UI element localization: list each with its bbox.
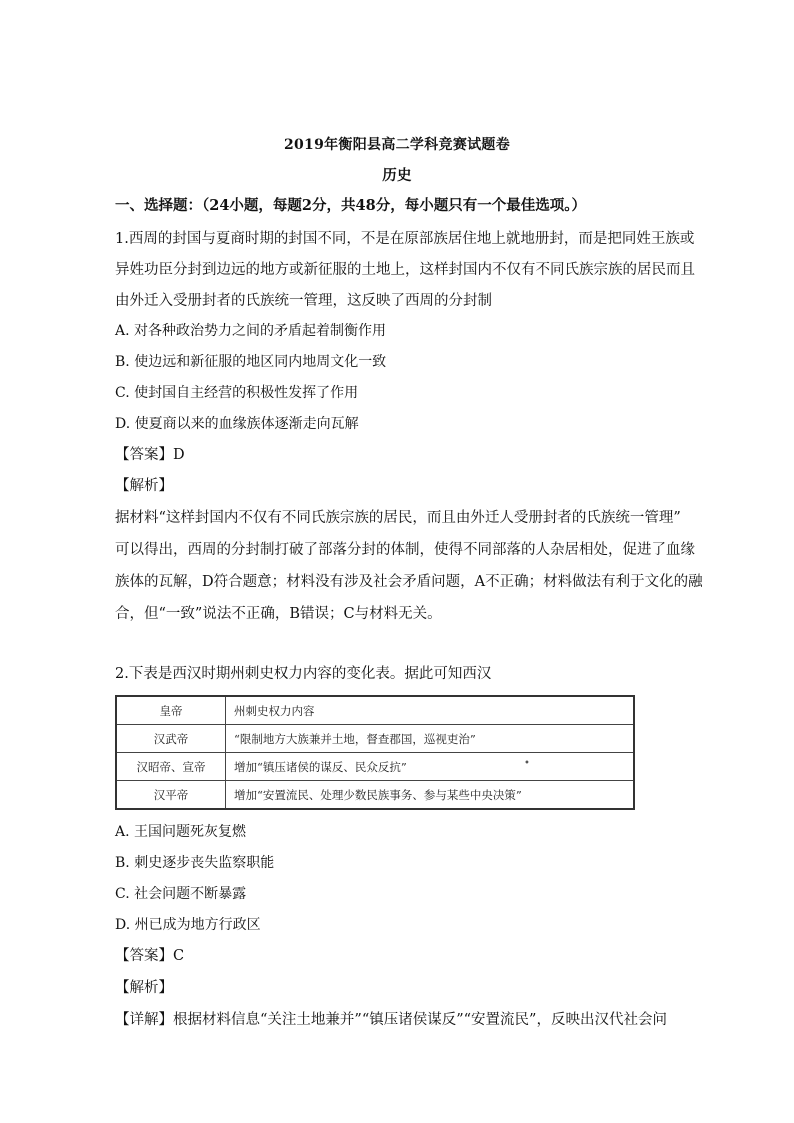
- q2-option-b: B. 刺史逐步丧失监察职能: [115, 855, 275, 871]
- q1-analysis-label: 【解析】: [115, 478, 173, 494]
- power-change-table: [115, 695, 635, 810]
- table-header-row: [116, 696, 634, 725]
- q1-analysis-line: 合，但“一致”说法不正确，B错误；C与材料无关。: [115, 606, 442, 622]
- page-title: 2019年衡阳县高二学科竞赛试题卷: [283, 137, 511, 153]
- q1-stem-line: 异姓功臣分封到边远的地方或新征服的土地上，这样封国内不仅有不同氏族宗族的居民而且: [115, 262, 695, 278]
- table-cell: 汉昭帝、宣帝: [116, 753, 226, 781]
- q1-stem-line: 1.西周的封国与夏商时期的封国不同，不是在原部族居住地上就地册封，而是把同姓王族或: [115, 231, 695, 247]
- q2-stem: 2.下表是西汉时期州刺史权力内容的变化表。据此可知西汉: [115, 666, 492, 682]
- table-cell: 汉平帝: [116, 781, 226, 810]
- q1-analysis-line: 据材料“这样封国内不仅有不同氏族宗族的居民，而且由外迁人受册封者的氏族统一管理”: [115, 510, 681, 526]
- q1-option-c: C. 使封国自主经营的积极性发挥了作用: [115, 385, 359, 401]
- table-cell: 增加“安置流民、处理少数民族事务、参与某些中央决策”: [226, 781, 635, 810]
- q2-option-a: A. 王国问题死灰复燃: [115, 824, 247, 840]
- table-header-cell: 州刺史权力内容: [226, 696, 635, 725]
- table-row: [116, 781, 634, 810]
- q2-option-d: D. 州已成为地方行政区: [115, 917, 261, 933]
- q1-analysis-line: 可以得出，西周的分封制打破了部落分封的体制，使得不同部落的人杂居相处，促进了血缘: [115, 542, 695, 558]
- q1-option-d: D. 使夏商以来的血缘族体逐渐走向瓦解: [115, 416, 359, 432]
- table-cell: 汉武帝: [116, 725, 226, 753]
- q1-option-b: B. 使边远和新征服的地区同内地周文化一致: [115, 354, 387, 370]
- q1-option-a: A. 对各种政治势力之间的矛盾起着制衡作用: [115, 323, 387, 339]
- table-row: [116, 725, 634, 753]
- q2-answer: 【答案】C: [115, 948, 185, 964]
- q2-analysis-detail: 【详解】根据材料信息“关注土地兼并”“镇压诸侯谋反”“安置流民”，反映出汉代社会问: [115, 1012, 667, 1028]
- subject-title: 历史: [382, 167, 412, 184]
- q1-stem-line: 由外迁入受册封者的氏族统一管理，这反映了西周的分封制: [115, 293, 492, 309]
- q2-analysis-label: 【解析】: [115, 980, 173, 996]
- table-cell: 增加“镇压诸侯的谋反、民众反抗”: [226, 753, 635, 781]
- stray-mark: •: [524, 758, 530, 769]
- table-cell: “限制地方大族兼并土地，督查郡国，巡视吏治”: [226, 725, 635, 753]
- q1-analysis-line: 族体的瓦解，D符合题意；材料没有涉及社会矛盾问题，A不正确；材料做法有利于文化的融: [115, 574, 703, 590]
- table-header-cell: 皇帝: [116, 696, 226, 725]
- table-row: [116, 753, 634, 781]
- q1-answer: 【答案】D: [115, 447, 185, 463]
- q2-option-c: C. 社会问题不断暴露: [115, 886, 247, 902]
- section-heading: 一、选择题：（24小题，每题2分，共48分，每小题只有一个最佳选项。）: [115, 197, 586, 214]
